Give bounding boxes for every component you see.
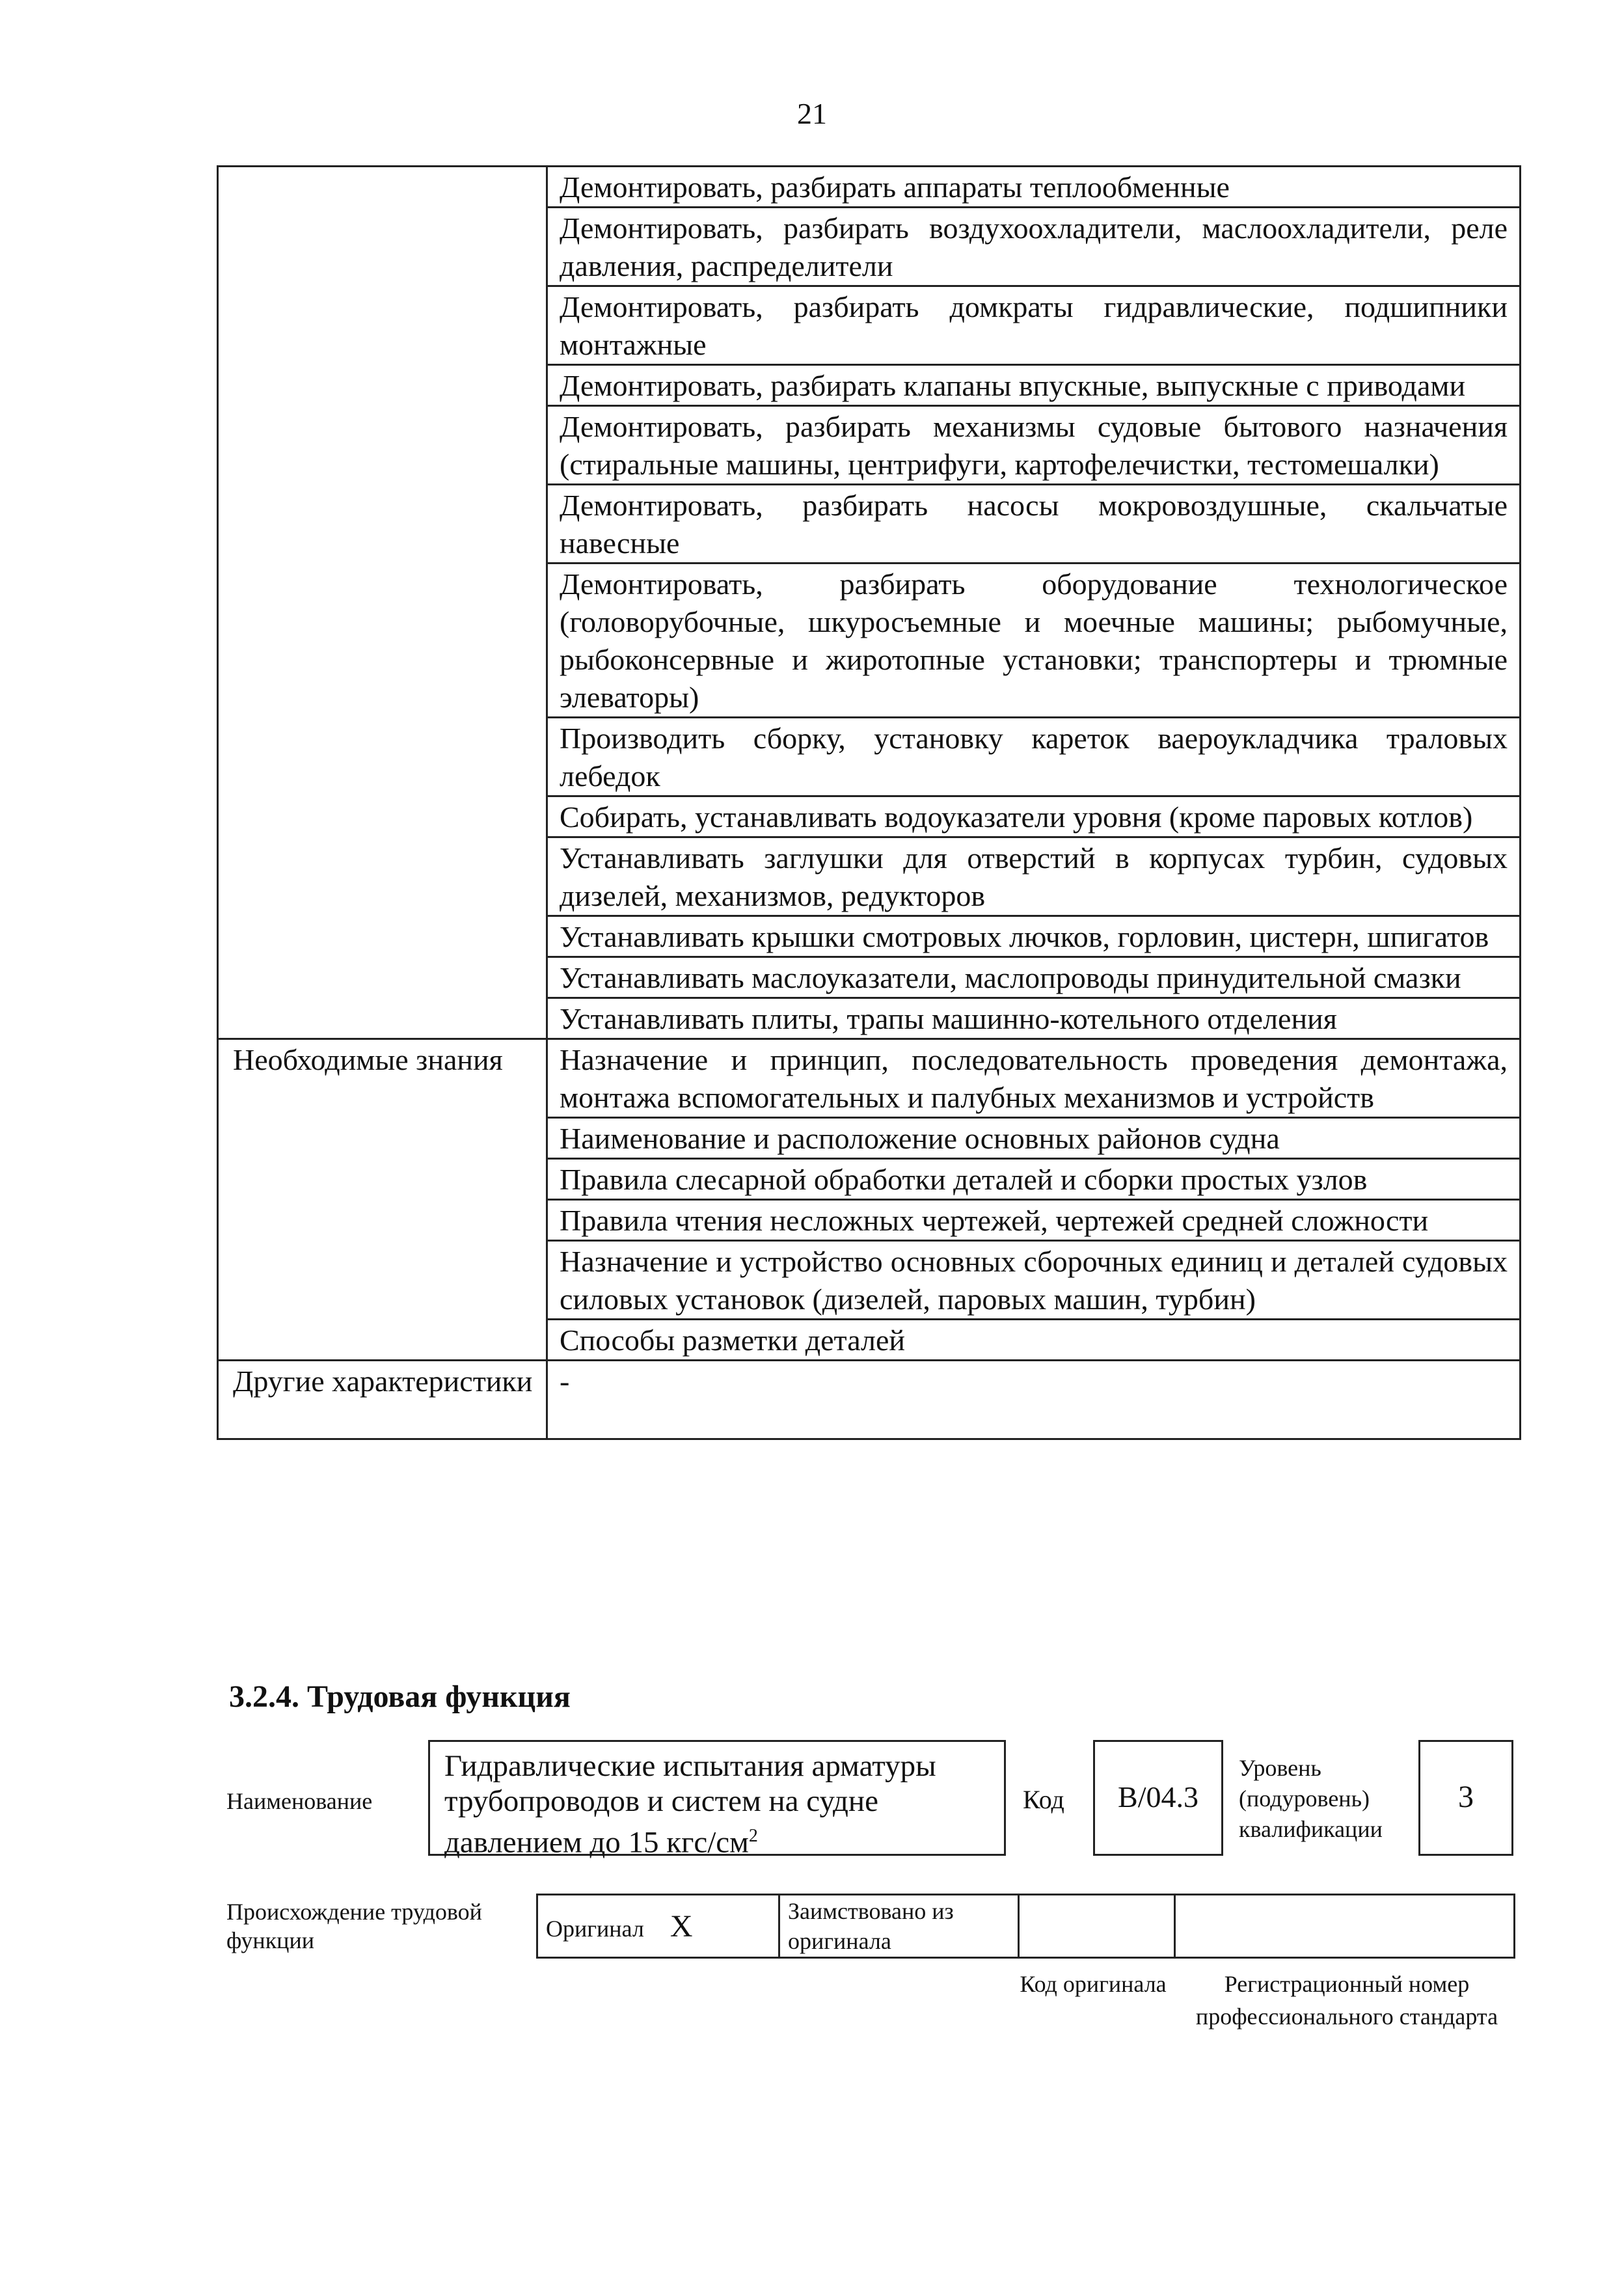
table-row bbox=[218, 167, 1521, 208]
code-label: Код bbox=[1023, 1785, 1064, 1814]
origin-regnum-cell bbox=[1175, 1895, 1515, 1958]
table-cell: Демонтировать, разбирать клапаны впускные, выпускные с приводами bbox=[547, 365, 1521, 406]
table-cell: Устанавливать плиты, трапы машинно-котельного отделения bbox=[547, 998, 1521, 1039]
table-cell: Устанавливать заглушки для отверстий в корпусах турбин, судовых дизелей, механизмов, редукторов bbox=[547, 837, 1521, 916]
table-cell: Устанавливать крышки смотровых лючков, горловин, цистерн, шпигатов bbox=[547, 916, 1521, 957]
table-cell: Демонтировать, разбирать воздухоохладители, маслоохладители, реле давления, распределители bbox=[547, 208, 1521, 286]
origin-regnum-caption: Регистрационный номер профессионального стандарта bbox=[1195, 1971, 1498, 2030]
name-label: Наименование bbox=[226, 1788, 373, 1814]
labor-function-name-box bbox=[428, 1740, 1006, 1860]
origin-label: Происхождение трудовой функции bbox=[226, 1899, 482, 1953]
table-cell: Демонтировать, разбирать оборудование технологическое (головорубочные, шкуросъемные и моечные машины; рыбомучные, рыбоконсервные и жиротопные установки; транспортеры и трюмные элеваторы) bbox=[547, 564, 1521, 718]
unit-superscript: 2 bbox=[748, 1826, 758, 1846]
code-value: B/04.3 bbox=[1093, 1740, 1223, 1856]
origin-original-label: Оригинал bbox=[546, 1915, 644, 1942]
row-group-label: Необходимые знания bbox=[218, 1039, 547, 1361]
table-cell: Собирать, устанавливать водоуказатели уровня (кроме паровых котлов) bbox=[547, 796, 1521, 837]
table-cell: Правила чтения несложных чертежей, чертежей средней сложности bbox=[547, 1200, 1521, 1241]
table-row bbox=[218, 1361, 1521, 1439]
table-cell: Устанавливать маслоуказатели, маслопроводы принудительной смазки bbox=[547, 957, 1521, 998]
section-heading: 3.2.4. Трудовая функция bbox=[229, 1679, 571, 1714]
table-cell: Демонтировать, разбирать насосы мокровоздушные, скальчатые навесные bbox=[547, 485, 1521, 564]
origin-original-cell bbox=[537, 1895, 779, 1958]
page-number: 21 bbox=[797, 97, 827, 130]
other-characteristics-value: - bbox=[547, 1361, 1521, 1439]
origin-code-cell bbox=[1019, 1895, 1175, 1958]
table-cell: Демонтировать, разбирать аппараты теплообменные bbox=[547, 167, 1521, 208]
table-cell: Правила слесарной обработки деталей и сборки простых узлов bbox=[547, 1159, 1521, 1200]
level-label: Уровень (подуровень) квалификации bbox=[1239, 1755, 1383, 1842]
competency-table bbox=[217, 165, 1521, 1440]
level-value: 3 bbox=[1418, 1740, 1513, 1856]
origin-table bbox=[536, 1894, 1515, 1959]
table-cell: Демонтировать, разбирать домкраты гидравлические, подшипники монтажные bbox=[547, 286, 1521, 365]
table-cell: Производить сборку, установку кареток ваероукладчика траловых лебедок bbox=[547, 718, 1521, 796]
table-cell: Наименование и расположение основных районов судна bbox=[547, 1118, 1521, 1159]
table-cell: Демонтировать, разбирать механизмы судовые бытового назначения (стиральные машины, центрифуги, картофелечистки, тестомешалки) bbox=[547, 406, 1521, 485]
table-cell: Назначение и устройство основных сборочных единиц и деталей судовых силовых установок (дизелей, паровых машин, турбин) bbox=[547, 1241, 1521, 1320]
table-row bbox=[218, 1039, 1521, 1118]
competency-table-body bbox=[218, 167, 1521, 1439]
origin-borrowed-cell: Заимствовано из оригинала bbox=[779, 1895, 1019, 1958]
labor-function-name: Гидравлические испытания арматуры трубопроводов и систем на судне давлением до 15 кгс/см bbox=[444, 1749, 936, 1860]
origin-mark: X bbox=[670, 1908, 693, 1944]
table-cell: Назначение и принцип, последовательность проведения демонтажа, монтажа вспомогательных и палубных механизмов и устройств bbox=[547, 1039, 1521, 1118]
table-cell: Способы разметки деталей bbox=[547, 1320, 1521, 1361]
other-characteristics-label: Другие характеристики bbox=[218, 1361, 547, 1439]
row-group-label-empty bbox=[218, 167, 547, 1039]
origin-code-caption: Код оригинала bbox=[1020, 1971, 1167, 1997]
